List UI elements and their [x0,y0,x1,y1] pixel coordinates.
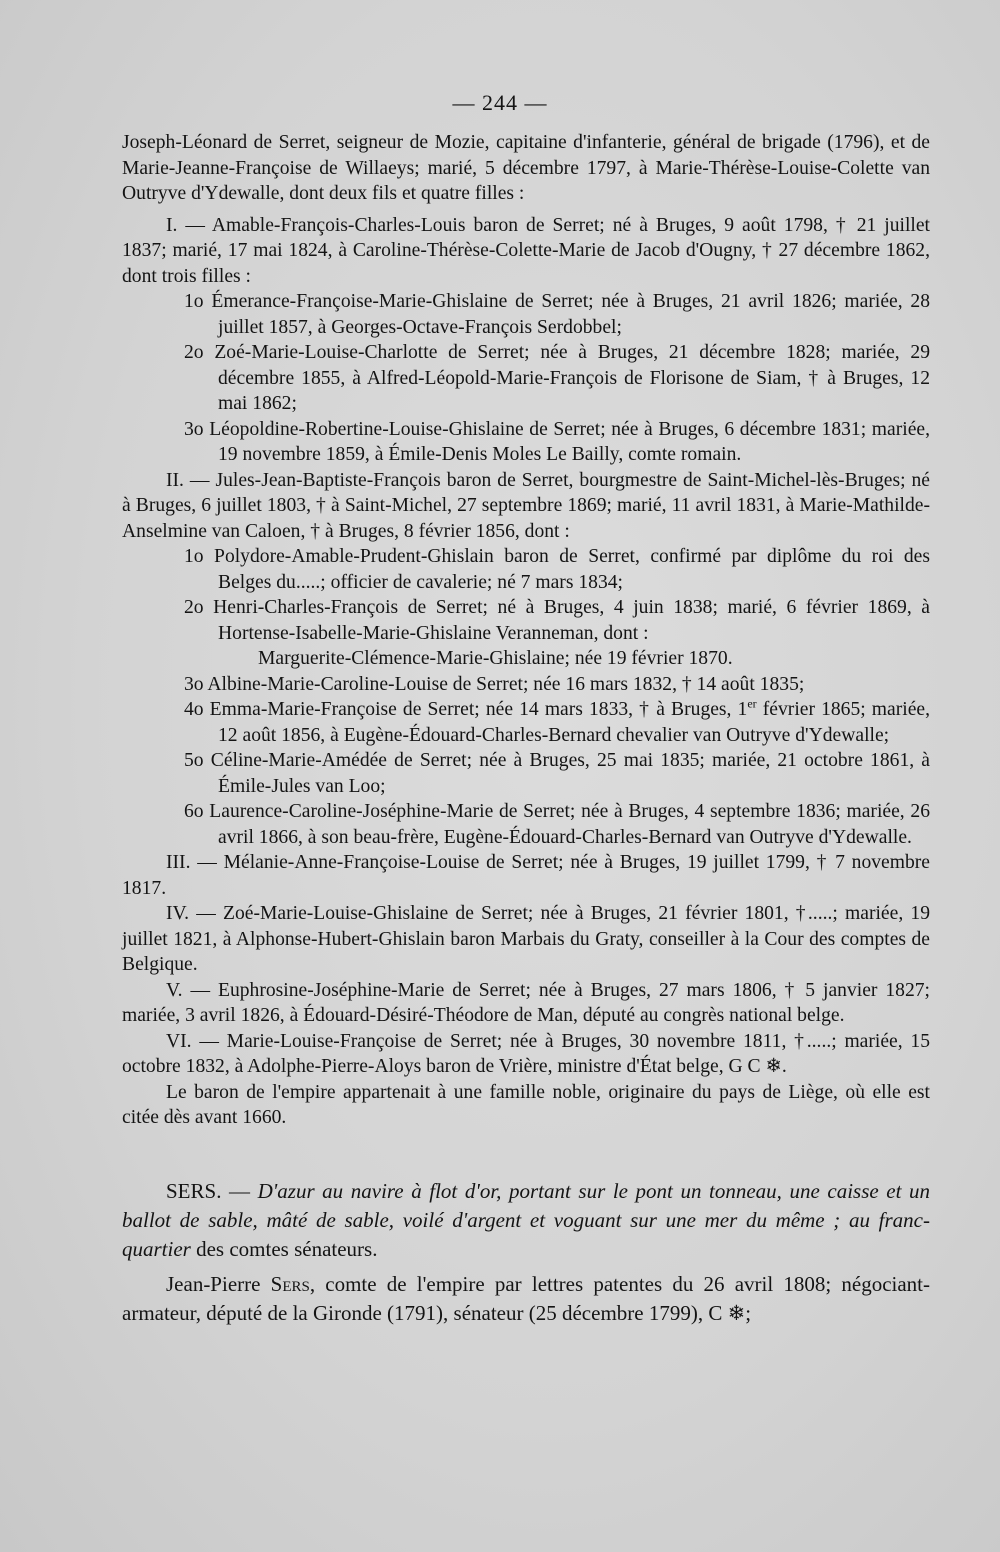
entry-2-grandchild: Marguerite-Clémence-Marie-Ghislaine; née 19 février 1870. [258,648,733,669]
entry-2-child-5: 5o Céline-Marie-Amédée de Serret; née à Bruges, 25 mai 1835; mariée, 21 octobre 1861, à Émile-Jules van Loo; [184,750,930,797]
entry-6: VI. — Marie-Louise-Françoise de Serret; née à Bruges, 30 novembre 1811, †.....; mariée, 15 octobre 1832, à Adolphe-Pierre-Aloys baron de Vrière, ministre d'État belge, G C ❄. [122,1030,930,1077]
intro-paragraph: Joseph-Léonard de Serret, seigneur de Mozie, capitaine d'infanterie, général de brigade (1796), et de Marie-Jeanne-Françoise de Willaeys; marié, 5 décembre 1797, à Marie-Thérèse-Louise-Colette van Outryve d'Ydewalle, dont deux fils et quatre filles : [122,132,930,204]
entry-2-child-4-end: février 1865; mariée, 12 août 1856, à Eugène-Édouard-Charles-Bernard chevalier van Outryve d'Ydewalle; [218,699,931,746]
entry-2-child-1: 1o Polydore-Amable-Prudent-Ghislain baron de Serret, confirmé par diplôme du roi des Belges du.....; officier de cavalerie; né 7 mars 1834; [184,546,930,593]
entry-1-child-3: 3o Léopoldine-Robertine-Louise-Ghislaine de Serret; née à Bruges, 6 décembre 1831; mariée, 19 novembre 1859, à Émile-Denis Moles Le Bailly, comte romain. [184,418,930,465]
entry-2-child-6: 6o Laurence-Caroline-Joséphine-Marie de Serret; née à Bruges, 4 septembre 1836; mariée, 26 avril 1866, à son beau-frère, Eugène-Édouard-Charles-Bernard van Outryve d'Ydewalle. [184,801,930,848]
sers-entry-first: Jean-Pierre [166,1271,271,1296]
entry-1: I. — Amable-François-Charles-Louis baron de Serret; né à Bruges, 9 août 1798, † 21 juillet 1837; marié, 17 mai 1824, à Caroline-Thérèse-Colette-Marie de Jacob d'Ougny, † 27 décembre 1862, dont trois filles : [122,214,930,287]
entry-4: IV. — Zoé-Marie-Louise-Ghislaine de Serret; née à Bruges, 21 février 1801, †.....; mariée, 19 juillet 1821, à Alphonse-Hubert-Ghislain baron Marbais du Graty, conseiller à la Cour des comptes de Belgique. [122,903,930,975]
entry-2-child-4 [122,697,930,748]
sers-entry-rest: , comte de l'empire par lettres patentes du 26 avril 1808; négociant-armateur, député de la Gironde (1791), sénateur (25 décembre 1799), C ❄; [122,1271,930,1325]
sers-name: SERS. [166,1178,222,1203]
entry-3: III. — Mélanie-Anne-Françoise-Louise de Serret; née à Bruges, 19 juillet 1799, † 7 novembre 1817. [122,852,930,899]
entry-2-child-4-start: 4o Emma-Marie-Françoise de Serret; née 14 mars 1833, † à Bruges, 1 [184,699,748,720]
ordinal-superscript: er [747,696,757,711]
page-body [122,130,930,1328]
entry-5: V. — Euphrosine-Joséphine-Marie de Serret; née à Bruges, 27 mars 1806, † 5 janvier 1827; mariée, 3 avril 1826, à Édouard-Désiré-Théodore de Man, député au congrès national belge. [122,979,930,1026]
entry-2-child-2: 2o Henri-Charles-François de Serret; né à Bruges, 4 juin 1838; marié, 6 février 1869, à Hortense-Isabelle-Marie-Ghislaine Veranneman, dont : [184,597,930,644]
family-note: Le baron de l'empire appartenait à une famille noble, originaire du pays de Liège, où elle est citée dès avant 1660. [122,1081,930,1128]
sers-blazon [122,1177,930,1264]
entry-2-child-3: 3o Albine-Marie-Caroline-Louise de Serret; née 16 mars 1832, † 14 août 1835; [184,673,805,695]
entry-1-child-2: 2o Zoé-Marie-Louise-Charlotte de Serret; née à Bruges, 21 décembre 1828; mariée, 29 décembre 1855, à Alfred-Léopold-Marie-François de Florisone de Siam, † à Bruges, 12 mai 1862; [184,342,930,414]
sers-blazon-tail: des comtes sénateurs. [190,1236,378,1261]
sers-entry-surname: Sers [270,1271,310,1296]
entry-2: II. — Jules-Jean-Baptiste-François baron de Serret, bourgmestre de Saint-Michel-lès-Bruges; né à Bruges, 6 juillet 1803, † à Saint-Michel, 27 septembre 1869; marié, 11 avril 1831, à Marie-Mathilde-Anselmine van Caloen, † à Bruges, 8 février 1856, dont : [122,469,930,542]
page-number: — 244 — [452,90,548,115]
sers-dash: — [221,1178,258,1203]
sers-entry [122,1270,930,1328]
entry-1-child-1: 1o Émerance-Françoise-Marie-Ghislaine de Serret; née à Bruges, 21 avril 1826; mariée, 28 juillet 1857, à Georges-Octave-François Serdobbel; [184,291,930,338]
sers-blazon-text: D'azur au navire à flot d'or, portant sur le pont un tonneau, une caisse et un ballot de sable, mâté de sable, voilé d'argent et voguant sur une mer du même ; au franc-quartier [122,1178,931,1261]
